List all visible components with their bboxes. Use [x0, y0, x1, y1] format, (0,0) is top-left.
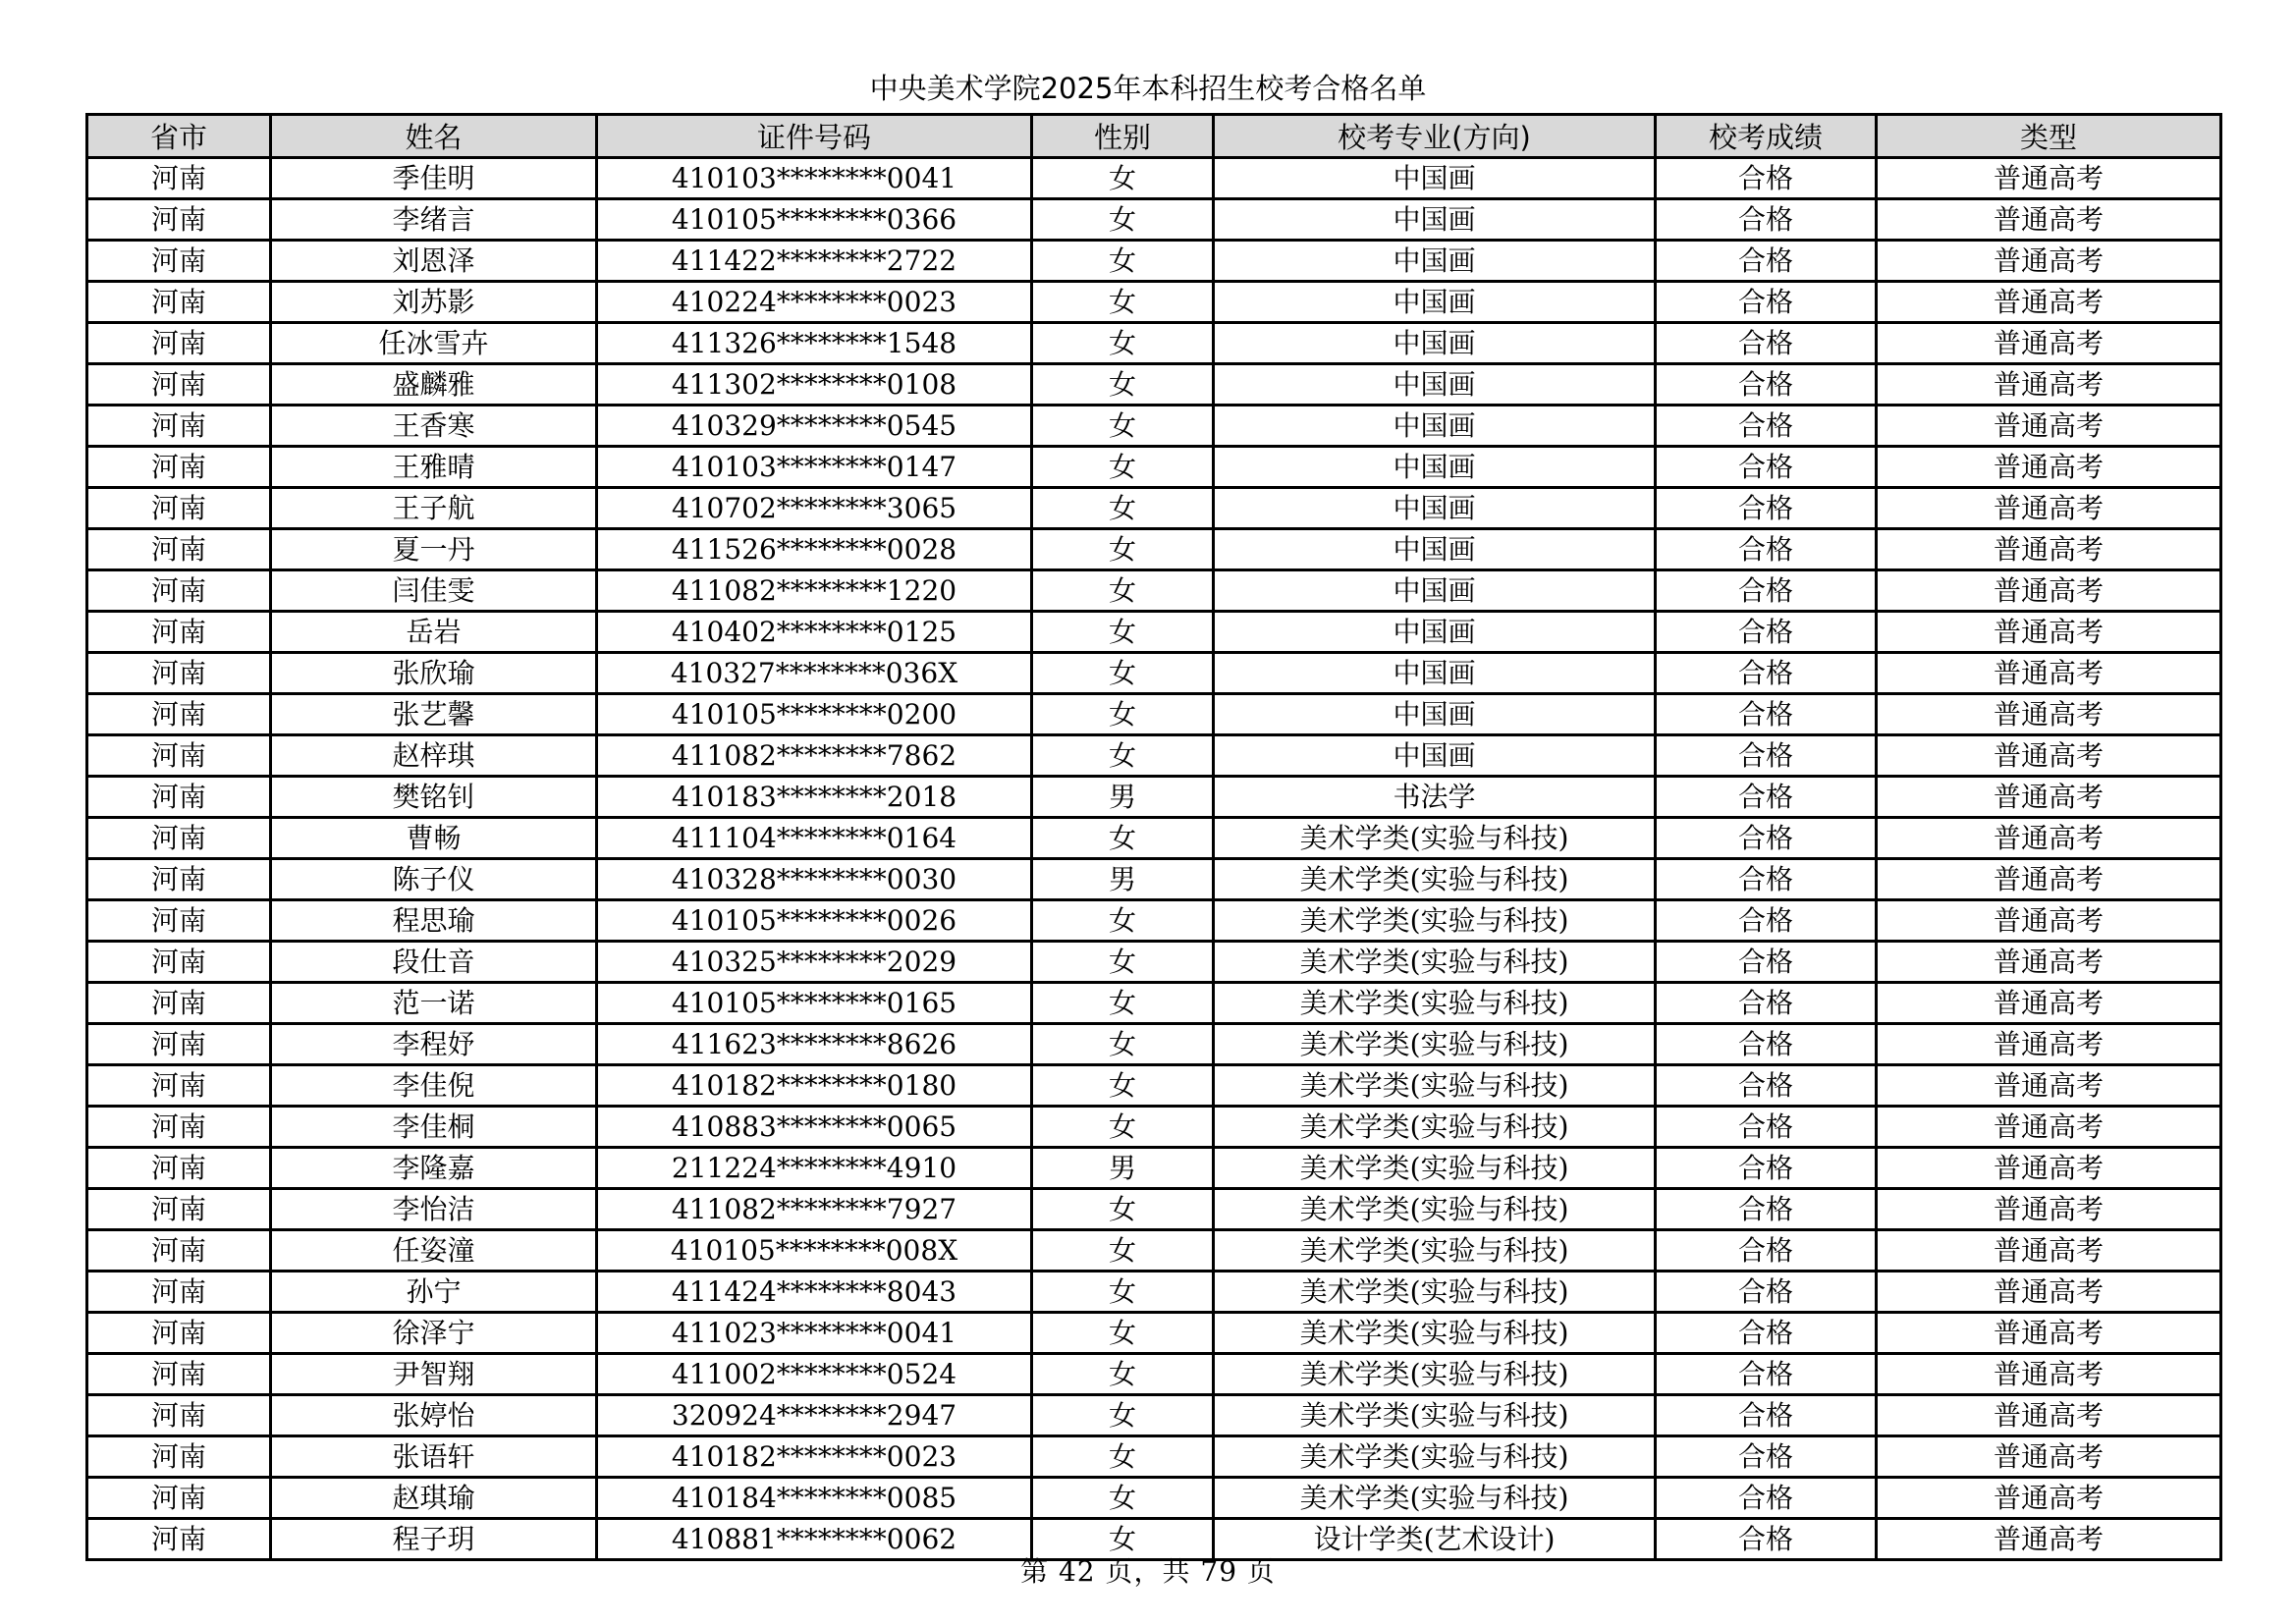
cell-major: 美术学类(实验与科技): [1214, 983, 1656, 1024]
cell-id-number: 411422********2722: [597, 241, 1032, 282]
cell-name: 李佳桐: [271, 1107, 597, 1148]
cell-major: 中国画: [1214, 735, 1656, 777]
cell-gender: 女: [1032, 529, 1214, 570]
table-row: [87, 323, 2221, 364]
cell-major: 中国画: [1214, 488, 1656, 529]
cell-type: 普通高考: [1877, 694, 2221, 735]
cell-type: 普通高考: [1877, 199, 2221, 241]
cell-id-number: 410103********0041: [597, 158, 1032, 199]
table-row: [87, 1436, 2221, 1478]
cell-gender: 女: [1032, 241, 1214, 282]
cell-major: 美术学类(实验与科技): [1214, 1272, 1656, 1313]
cell-gender: 女: [1032, 900, 1214, 942]
cell-id-number: 410103********0147: [597, 447, 1032, 488]
cell-id-number: 410183********2018: [597, 777, 1032, 818]
cell-type: 普通高考: [1877, 529, 2221, 570]
cell-province: 河南: [87, 1230, 271, 1272]
column-header-type: 类型: [1877, 115, 2221, 158]
cell-major: 美术学类(实验与科技): [1214, 859, 1656, 900]
column-header-major: 校考专业(方向): [1214, 115, 1656, 158]
cell-name: 李佳倪: [271, 1065, 597, 1107]
cell-name: 张婷怡: [271, 1395, 597, 1436]
cell-id-number: 410325********2029: [597, 942, 1032, 983]
cell-major: 美术学类(实验与科技): [1214, 1354, 1656, 1395]
cell-result: 合格: [1656, 1272, 1877, 1313]
cell-name: 尹智翔: [271, 1354, 597, 1395]
cell-province: 河南: [87, 158, 271, 199]
table-row: [87, 900, 2221, 942]
cell-result: 合格: [1656, 364, 1877, 406]
cell-type: 普通高考: [1877, 942, 2221, 983]
cell-type: 普通高考: [1877, 777, 2221, 818]
table-row: [87, 694, 2221, 735]
cell-name: 王香寒: [271, 406, 597, 447]
cell-id-number: 410224********0023: [597, 282, 1032, 323]
cell-name: 李隆嘉: [271, 1148, 597, 1189]
cell-gender: 女: [1032, 942, 1214, 983]
cell-id-number: 410328********0030: [597, 859, 1032, 900]
table-row: [87, 735, 2221, 777]
cell-major: 中国画: [1214, 158, 1656, 199]
table-row: [87, 1065, 2221, 1107]
cell-major: 美术学类(实验与科技): [1214, 1436, 1656, 1478]
cell-type: 普通高考: [1877, 1107, 2221, 1148]
table-row: [87, 983, 2221, 1024]
page-number: 第 42 页，共 79 页: [1020, 1555, 1276, 1588]
cell-type: 普通高考: [1877, 1395, 2221, 1436]
cell-major: 中国画: [1214, 612, 1656, 653]
cell-gender: 女: [1032, 1189, 1214, 1230]
cell-name: 刘恩泽: [271, 241, 597, 282]
cell-id-number: 411082********7862: [597, 735, 1032, 777]
table-row: [87, 570, 2221, 612]
cell-result: 合格: [1656, 158, 1877, 199]
cell-gender: 女: [1032, 1395, 1214, 1436]
cell-type: 普通高考: [1877, 1065, 2221, 1107]
table-row: [87, 612, 2221, 653]
cell-id-number: 410702********3065: [597, 488, 1032, 529]
cell-result: 合格: [1656, 653, 1877, 694]
cell-id-number: 410105********0366: [597, 199, 1032, 241]
cell-type: 普通高考: [1877, 818, 2221, 859]
cell-province: 河南: [87, 199, 271, 241]
cell-major: 美术学类(实验与科技): [1214, 942, 1656, 983]
cell-name: 任姿潼: [271, 1230, 597, 1272]
cell-province: 河南: [87, 900, 271, 942]
cell-gender: 女: [1032, 1313, 1214, 1354]
cell-type: 普通高考: [1877, 983, 2221, 1024]
cell-type: 普通高考: [1877, 1436, 2221, 1478]
cell-result: 合格: [1656, 777, 1877, 818]
cell-result: 合格: [1656, 1354, 1877, 1395]
cell-name: 张欣瑜: [271, 653, 597, 694]
cell-result: 合格: [1656, 1436, 1877, 1478]
cell-gender: 女: [1032, 1065, 1214, 1107]
table-row: [87, 529, 2221, 570]
table-row: [87, 942, 2221, 983]
cell-province: 河南: [87, 1395, 271, 1436]
table-row: [87, 488, 2221, 529]
cell-name: 程思瑜: [271, 900, 597, 942]
cell-name: 刘苏影: [271, 282, 597, 323]
cell-id-number: 410329********0545: [597, 406, 1032, 447]
cell-province: 河南: [87, 1354, 271, 1395]
cell-gender: 女: [1032, 1478, 1214, 1519]
cell-type: 普通高考: [1877, 570, 2221, 612]
cell-result: 合格: [1656, 1148, 1877, 1189]
cell-name: 李绪言: [271, 199, 597, 241]
cell-name: 徐泽宁: [271, 1313, 597, 1354]
table-row: [87, 1024, 2221, 1065]
column-header-id-number: 证件号码: [597, 115, 1032, 158]
cell-gender: 女: [1032, 158, 1214, 199]
column-header-province: 省市: [87, 115, 271, 158]
cell-type: 普通高考: [1877, 653, 2221, 694]
cell-result: 合格: [1656, 694, 1877, 735]
cell-result: 合格: [1656, 241, 1877, 282]
cell-name: 盛麟雅: [271, 364, 597, 406]
cell-result: 合格: [1656, 1065, 1877, 1107]
cell-name: 岳岩: [271, 612, 597, 653]
cell-id-number: 320924********2947: [597, 1395, 1032, 1436]
cell-major: 美术学类(实验与科技): [1214, 818, 1656, 859]
cell-province: 河南: [87, 447, 271, 488]
cell-province: 河南: [87, 1189, 271, 1230]
column-header-gender: 性别: [1032, 115, 1214, 158]
cell-type: 普通高考: [1877, 859, 2221, 900]
table-row: [87, 1478, 2221, 1519]
cell-province: 河南: [87, 1478, 271, 1519]
cell-major: 美术学类(实验与科技): [1214, 1313, 1656, 1354]
cell-gender: 女: [1032, 1436, 1214, 1478]
cell-id-number: 410182********0180: [597, 1065, 1032, 1107]
table-row: [87, 158, 2221, 199]
cell-gender: 女: [1032, 612, 1214, 653]
cell-name: 段仕音: [271, 942, 597, 983]
cell-id-number: 410105********008X: [597, 1230, 1032, 1272]
cell-province: 河南: [87, 1148, 271, 1189]
cell-gender: 女: [1032, 735, 1214, 777]
cell-id-number: 411082********1220: [597, 570, 1032, 612]
cell-id-number: 410883********0065: [597, 1107, 1032, 1148]
cell-major: 中国画: [1214, 323, 1656, 364]
cell-province: 河南: [87, 1065, 271, 1107]
table-row: [87, 241, 2221, 282]
cell-province: 河南: [87, 777, 271, 818]
cell-gender: 女: [1032, 570, 1214, 612]
cell-province: 河南: [87, 323, 271, 364]
cell-name: 范一诺: [271, 983, 597, 1024]
cell-result: 合格: [1656, 1313, 1877, 1354]
cell-result: 合格: [1656, 1478, 1877, 1519]
cell-result: 合格: [1656, 1024, 1877, 1065]
cell-major: 美术学类(实验与科技): [1214, 1189, 1656, 1230]
cell-type: 普通高考: [1877, 1478, 2221, 1519]
cell-id-number: 410327********036X: [597, 653, 1032, 694]
table-body: [87, 158, 2221, 1560]
table-row: [87, 282, 2221, 323]
cell-type: 普通高考: [1877, 1148, 2221, 1189]
table-row: [87, 1189, 2221, 1230]
cell-province: 河南: [87, 612, 271, 653]
table-row: [87, 777, 2221, 818]
cell-type: 普通高考: [1877, 488, 2221, 529]
cell-name: 李程妤: [271, 1024, 597, 1065]
cell-name: 张艺馨: [271, 694, 597, 735]
cell-province: 河南: [87, 1436, 271, 1478]
table-row: [87, 1395, 2221, 1436]
cell-major: 美术学类(实验与科技): [1214, 1024, 1656, 1065]
cell-id-number: 410182********0023: [597, 1436, 1032, 1478]
table-row: [87, 1148, 2221, 1189]
cell-name: 陈子仪: [271, 859, 597, 900]
cell-name: 李怡洁: [271, 1189, 597, 1230]
cell-major: 美术学类(实验与科技): [1214, 1478, 1656, 1519]
cell-province: 河南: [87, 818, 271, 859]
cell-province: 河南: [87, 735, 271, 777]
cell-gender: 女: [1032, 323, 1214, 364]
cell-gender: 女: [1032, 199, 1214, 241]
admission-table: [85, 113, 2222, 1561]
cell-major: 美术学类(实验与科技): [1214, 1230, 1656, 1272]
cell-gender: 女: [1032, 653, 1214, 694]
cell-province: 河南: [87, 859, 271, 900]
cell-name: 夏一丹: [271, 529, 597, 570]
cell-major: 中国画: [1214, 447, 1656, 488]
cell-gender: 女: [1032, 1230, 1214, 1272]
cell-gender: 女: [1032, 447, 1214, 488]
cell-gender: 女: [1032, 818, 1214, 859]
cell-province: 河南: [87, 570, 271, 612]
cell-id-number: 411104********0164: [597, 818, 1032, 859]
cell-result: 合格: [1656, 447, 1877, 488]
table-row: [87, 1313, 2221, 1354]
cell-gender: 女: [1032, 488, 1214, 529]
cell-major: 设计学类(艺术设计): [1214, 1519, 1656, 1560]
cell-type: 普通高考: [1877, 1272, 2221, 1313]
cell-major: 中国画: [1214, 529, 1656, 570]
cell-province: 河南: [87, 1313, 271, 1354]
table-row: [87, 199, 2221, 241]
cell-name: 樊铭钊: [271, 777, 597, 818]
cell-type: 普通高考: [1877, 735, 2221, 777]
cell-type: 普通高考: [1877, 323, 2221, 364]
cell-type: 普通高考: [1877, 447, 2221, 488]
table-row: [87, 364, 2221, 406]
cell-result: 合格: [1656, 529, 1877, 570]
cell-name: 赵梓琪: [271, 735, 597, 777]
cell-province: 河南: [87, 1107, 271, 1148]
cell-major: 中国画: [1214, 364, 1656, 406]
cell-province: 河南: [87, 1272, 271, 1313]
cell-name: 程子玥: [271, 1519, 597, 1560]
cell-id-number: 411023********0041: [597, 1313, 1032, 1354]
table-row: [87, 653, 2221, 694]
cell-id-number: 410105********0026: [597, 900, 1032, 942]
cell-type: 普通高考: [1877, 900, 2221, 942]
cell-result: 合格: [1656, 199, 1877, 241]
cell-type: 普通高考: [1877, 406, 2221, 447]
cell-id-number: 410881********0062: [597, 1519, 1032, 1560]
cell-gender: 女: [1032, 983, 1214, 1024]
cell-id-number: 410184********0085: [597, 1478, 1032, 1519]
cell-id-number: 211224********4910: [597, 1148, 1032, 1189]
cell-province: 河南: [87, 694, 271, 735]
cell-gender: 女: [1032, 364, 1214, 406]
cell-result: 合格: [1656, 1107, 1877, 1148]
cell-result: 合格: [1656, 1519, 1877, 1560]
page-title: 中央美术学院2025年本科招生校考合格名单: [869, 72, 1427, 105]
cell-type: 普通高考: [1877, 1313, 2221, 1354]
cell-gender: 男: [1032, 1148, 1214, 1189]
cell-type: 普通高考: [1877, 282, 2221, 323]
cell-province: 河南: [87, 1024, 271, 1065]
cell-type: 普通高考: [1877, 612, 2221, 653]
table-row: [87, 406, 2221, 447]
table-row: [87, 1230, 2221, 1272]
cell-name: 王雅晴: [271, 447, 597, 488]
cell-province: 河南: [87, 529, 271, 570]
cell-gender: 女: [1032, 1354, 1214, 1395]
cell-result: 合格: [1656, 406, 1877, 447]
cell-result: 合格: [1656, 612, 1877, 653]
cell-id-number: 410105********0165: [597, 983, 1032, 1024]
cell-name: 赵琪瑜: [271, 1478, 597, 1519]
cell-major: 中国画: [1214, 241, 1656, 282]
cell-result: 合格: [1656, 1189, 1877, 1230]
cell-major: 美术学类(实验与科技): [1214, 1065, 1656, 1107]
cell-province: 河南: [87, 942, 271, 983]
table-row: [87, 818, 2221, 859]
cell-type: 普通高考: [1877, 1024, 2221, 1065]
cell-result: 合格: [1656, 859, 1877, 900]
cell-result: 合格: [1656, 488, 1877, 529]
cell-result: 合格: [1656, 900, 1877, 942]
cell-name: 闫佳雯: [271, 570, 597, 612]
cell-major: 中国画: [1214, 282, 1656, 323]
cell-result: 合格: [1656, 1395, 1877, 1436]
cell-type: 普通高考: [1877, 364, 2221, 406]
column-header-result: 校考成绩: [1656, 115, 1877, 158]
cell-id-number: 411002********0524: [597, 1354, 1032, 1395]
cell-id-number: 411082********7927: [597, 1189, 1032, 1230]
cell-name: 王子航: [271, 488, 597, 529]
cell-name: 季佳明: [271, 158, 597, 199]
cell-major: 美术学类(实验与科技): [1214, 1148, 1656, 1189]
cell-major: 书法学: [1214, 777, 1656, 818]
cell-major: 中国画: [1214, 199, 1656, 241]
cell-major: 美术学类(实验与科技): [1214, 1395, 1656, 1436]
cell-result: 合格: [1656, 323, 1877, 364]
cell-major: 中国画: [1214, 653, 1656, 694]
cell-major: 美术学类(实验与科技): [1214, 900, 1656, 942]
cell-province: 河南: [87, 364, 271, 406]
column-header-name: 姓名: [271, 115, 597, 158]
table-row: [87, 447, 2221, 488]
cell-gender: 女: [1032, 406, 1214, 447]
cell-province: 河南: [87, 983, 271, 1024]
cell-major: 美术学类(实验与科技): [1214, 1107, 1656, 1148]
cell-gender: 女: [1032, 694, 1214, 735]
cell-province: 河南: [87, 406, 271, 447]
cell-result: 合格: [1656, 735, 1877, 777]
cell-id-number: 410402********0125: [597, 612, 1032, 653]
table-row: [87, 1354, 2221, 1395]
table-row: [87, 859, 2221, 900]
cell-id-number: 411326********1548: [597, 323, 1032, 364]
cell-type: 普通高考: [1877, 1354, 2221, 1395]
cell-province: 河南: [87, 241, 271, 282]
cell-name: 孙宁: [271, 1272, 597, 1313]
cell-province: 河南: [87, 282, 271, 323]
table-row: [87, 1107, 2221, 1148]
cell-name: 曹畅: [271, 818, 597, 859]
cell-type: 普通高考: [1877, 158, 2221, 199]
cell-major: 中国画: [1214, 406, 1656, 447]
cell-result: 合格: [1656, 818, 1877, 859]
cell-gender: 女: [1032, 282, 1214, 323]
cell-id-number: 411623********8626: [597, 1024, 1032, 1065]
cell-gender: 女: [1032, 1107, 1214, 1148]
cell-major: 中国画: [1214, 694, 1656, 735]
cell-gender: 女: [1032, 1272, 1214, 1313]
cell-major: 中国画: [1214, 570, 1656, 612]
table-row: [87, 1272, 2221, 1313]
cell-province: 河南: [87, 653, 271, 694]
cell-type: 普通高考: [1877, 1230, 2221, 1272]
cell-type: 普通高考: [1877, 1519, 2221, 1560]
cell-id-number: 411526********0028: [597, 529, 1032, 570]
cell-province: 河南: [87, 1519, 271, 1560]
cell-gender: 男: [1032, 859, 1214, 900]
cell-name: 任冰雪卉: [271, 323, 597, 364]
table-header-row: [87, 115, 2221, 158]
cell-result: 合格: [1656, 570, 1877, 612]
cell-gender: 女: [1032, 1024, 1214, 1065]
cell-result: 合格: [1656, 282, 1877, 323]
cell-name: 张语轩: [271, 1436, 597, 1478]
cell-result: 合格: [1656, 983, 1877, 1024]
cell-type: 普通高考: [1877, 241, 2221, 282]
cell-type: 普通高考: [1877, 1189, 2221, 1230]
cell-province: 河南: [87, 488, 271, 529]
cell-id-number: 411424********8043: [597, 1272, 1032, 1313]
cell-id-number: 410105********0200: [597, 694, 1032, 735]
cell-gender: 男: [1032, 777, 1214, 818]
cell-id-number: 411302********0108: [597, 364, 1032, 406]
cell-result: 合格: [1656, 1230, 1877, 1272]
cell-gender: 女: [1032, 1519, 1214, 1560]
cell-result: 合格: [1656, 942, 1877, 983]
